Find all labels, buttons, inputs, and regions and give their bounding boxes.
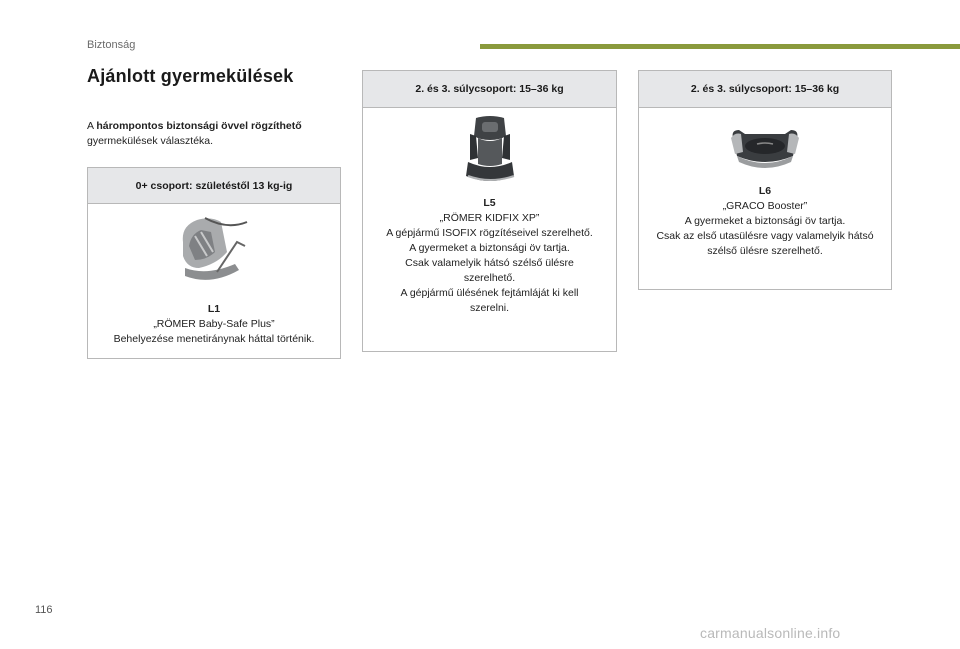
seat-card-l5 xyxy=(362,70,617,352)
seat-card-body xyxy=(639,108,891,259)
seat-card-l6 xyxy=(638,70,892,290)
seat-note: A gyermeket a biztonsági öv tartja. xyxy=(409,242,570,254)
seat-code: L1 xyxy=(207,303,221,315)
seat-group-header: 2. és 3. súlycsoport: 15–36 kg xyxy=(363,71,616,108)
seat-name: „GRACO Booster” xyxy=(722,200,808,212)
seat-card-body xyxy=(363,108,616,316)
intro-text xyxy=(87,119,347,149)
section-label: Biztonság xyxy=(87,39,136,51)
page-title: Ajánlott gyermekülések xyxy=(87,66,294,86)
seat-name: „RÖMER KIDFIX XP” xyxy=(439,212,540,224)
header-accent-bar xyxy=(480,44,960,49)
watermark: carmanualsonline.info xyxy=(700,625,841,641)
seat-code: L6 xyxy=(758,185,772,197)
seat-note: Csak valamelyik hátsó szélső ülésre szerelhető. xyxy=(405,257,574,284)
seat-note: Csak az első utasülésre vagy valamelyik hátsó szélső ülésre szerelhető. xyxy=(656,230,874,257)
seat-note: Behelyezése menetiránynak háttal történik. xyxy=(113,333,315,345)
intro-suffix: gyermekülések választéka. xyxy=(87,135,214,147)
seat-card-body xyxy=(88,204,340,347)
seat-note: A gépjármű ISOFIX rögzítéseivel szerelhető. xyxy=(386,227,593,239)
booster-cushion-icon xyxy=(727,122,803,174)
intro-prefix: A xyxy=(87,120,97,132)
infant-carrier-icon xyxy=(177,212,251,288)
seat-card-l1 xyxy=(87,167,341,359)
seat-name: „RÖMER Baby-Safe Plus” xyxy=(153,318,275,330)
seat-note: A gépjármű ülésének fejtámláját ki kell szerelni. xyxy=(400,287,579,314)
intro-bold: hárompontos biztonsági övvel rögzíthető xyxy=(96,120,302,132)
seat-note: A gyermeket a biztonsági öv tartja. xyxy=(684,215,846,227)
page-number: 116 xyxy=(35,604,53,616)
highback-booster-icon xyxy=(460,114,520,186)
seat-group-header: 2. és 3. súlycsoport: 15–36 kg xyxy=(639,71,891,108)
seat-code: L5 xyxy=(483,197,496,209)
seat-group-header: 0+ csoport: születéstől 13 kg-ig xyxy=(88,168,340,204)
